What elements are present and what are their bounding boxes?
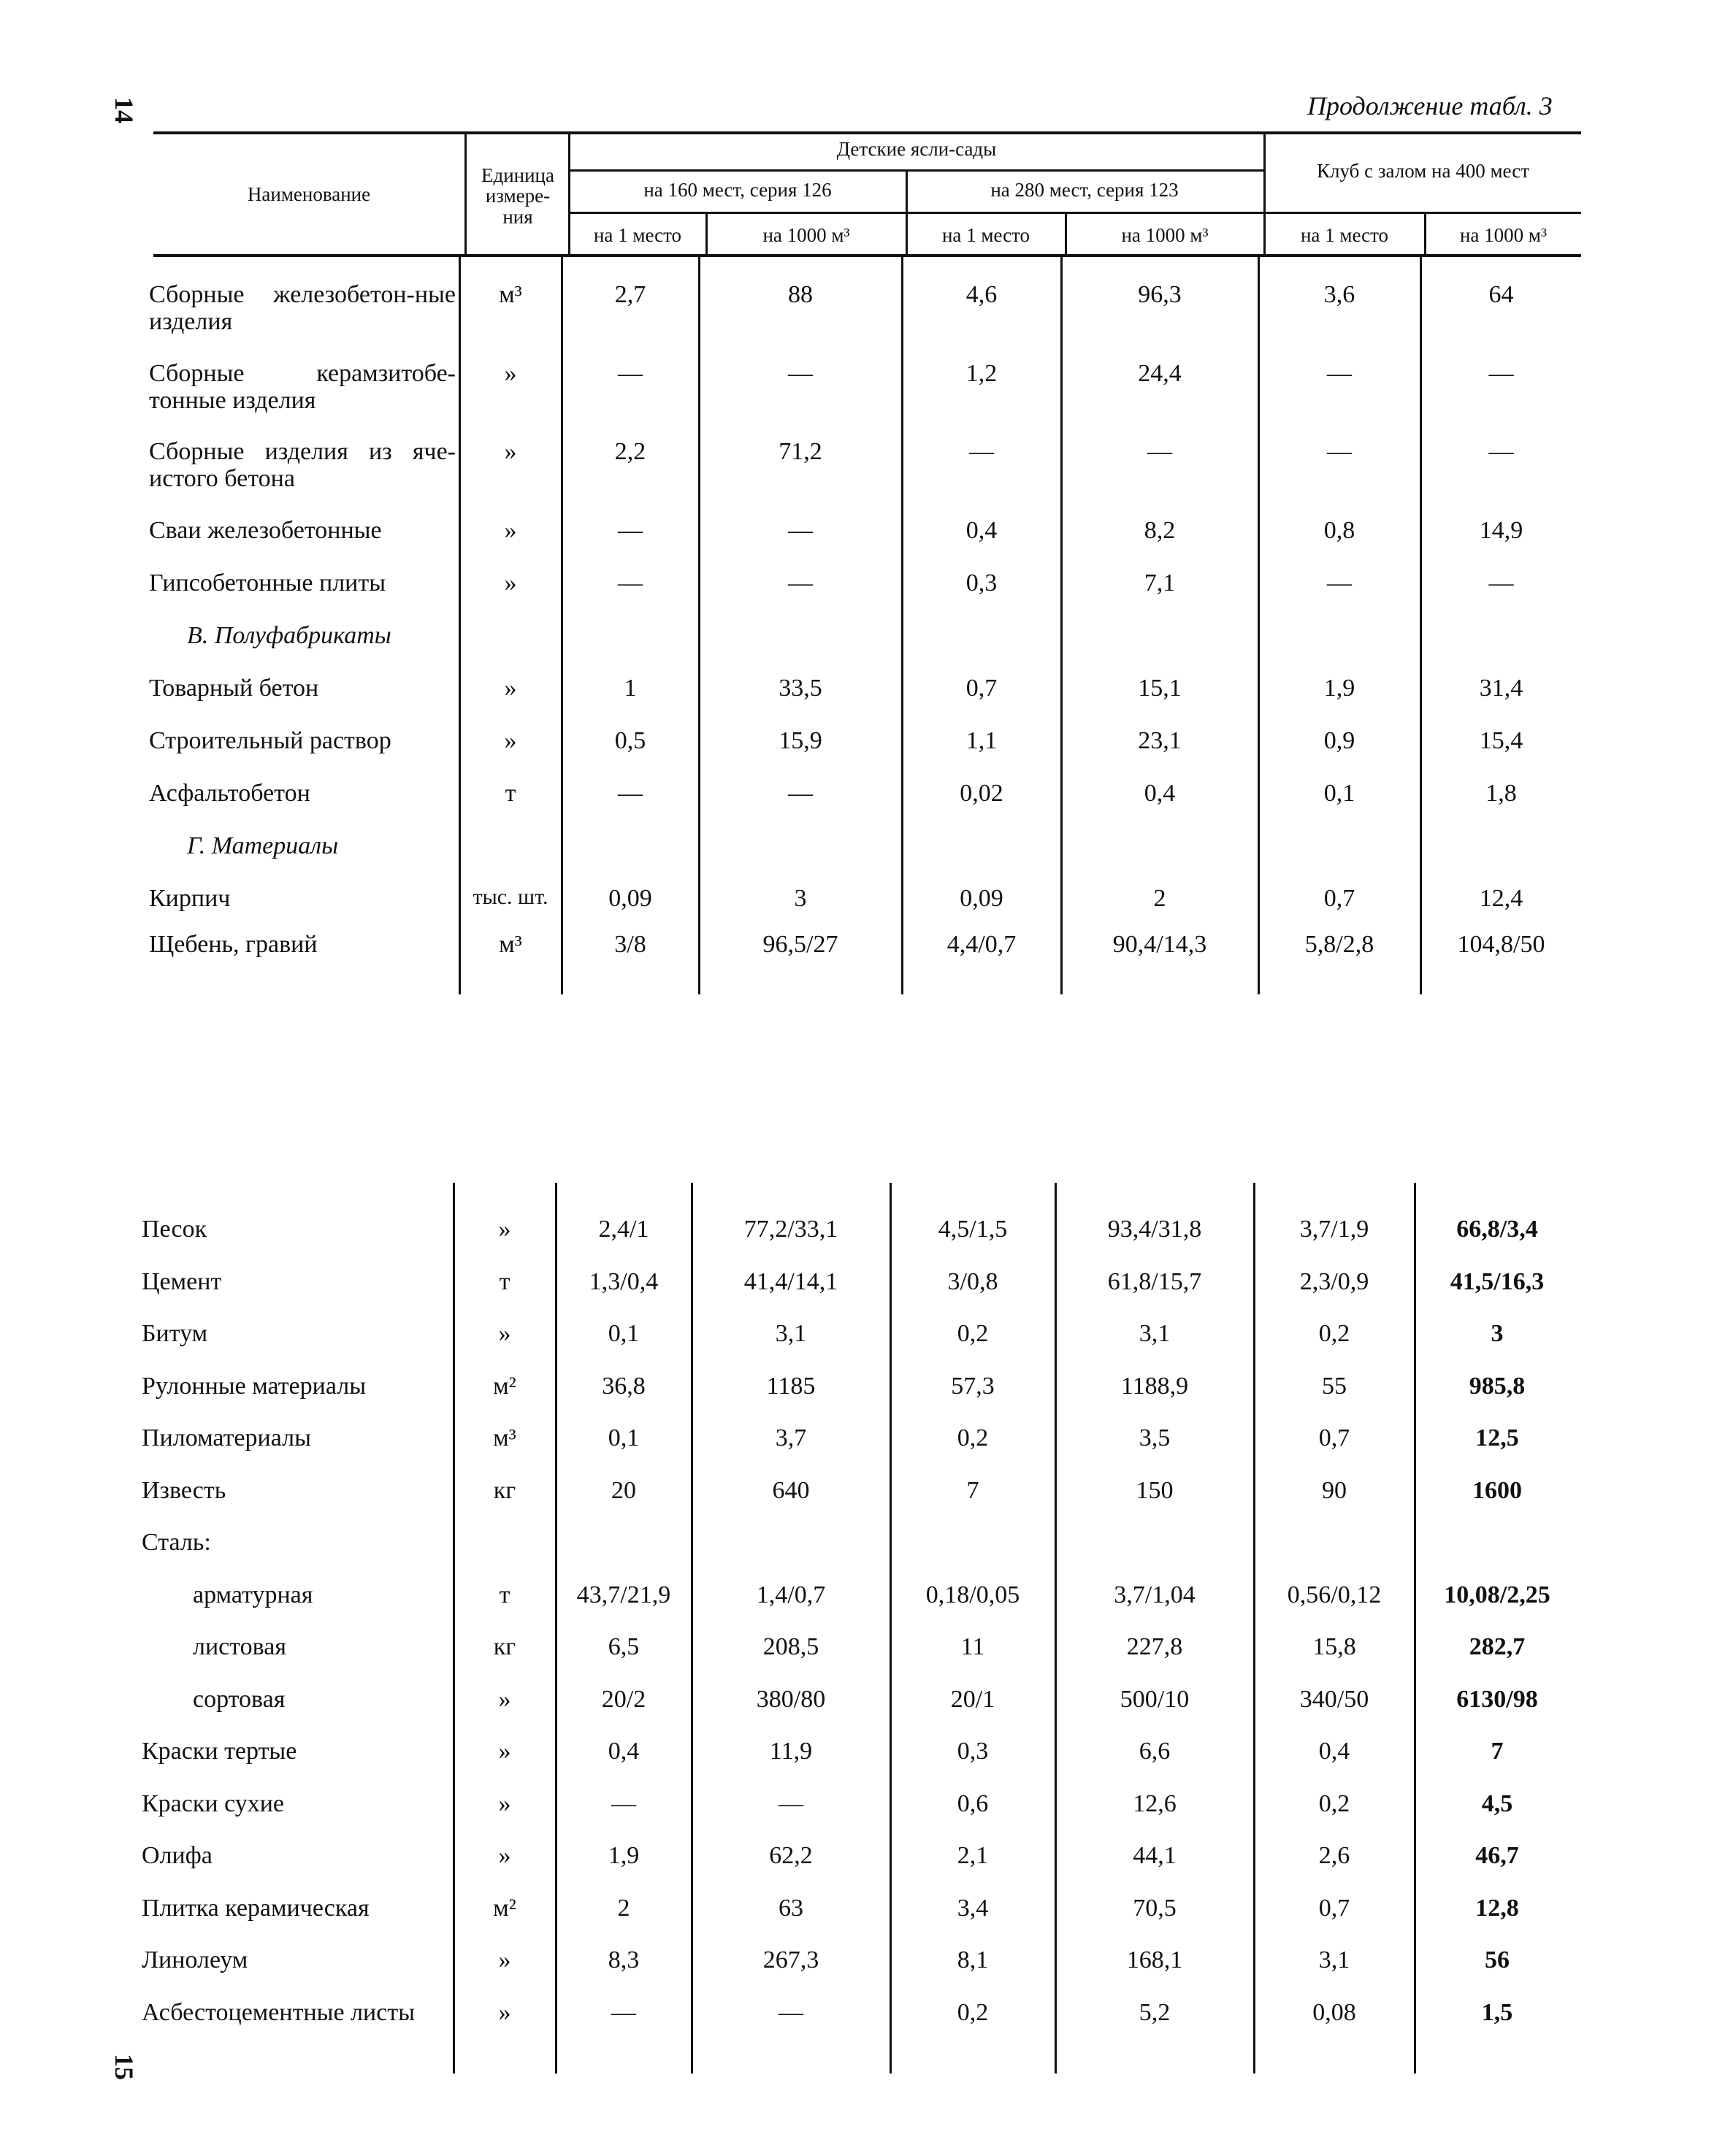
- table-cell: 380/80: [756, 1685, 826, 1713]
- table-cell: 20/2: [601, 1685, 646, 1713]
- table-cell: 96,5/27: [762, 931, 838, 958]
- table-cell: 6,6: [1139, 1738, 1171, 1765]
- table-cell: 5,2: [1139, 1998, 1171, 2026]
- table-cell: —: [1488, 569, 1514, 596]
- row-name: Песок: [142, 1216, 207, 1243]
- row-name: Пиломатериалы: [142, 1424, 311, 1451]
- table-cell: 4,4/0,7: [946, 931, 1017, 958]
- row-name: Сваи железобетонные: [149, 517, 382, 544]
- table-cell: 4,5: [1481, 1789, 1513, 1817]
- table-cell: 11: [960, 1633, 985, 1660]
- table-cell: —: [1327, 569, 1352, 596]
- table-cell: —: [618, 517, 643, 544]
- row-unit: »: [504, 675, 517, 702]
- table-cell: 227,8: [1126, 1633, 1183, 1660]
- row-unit: м²: [493, 1894, 516, 1922]
- header-col3: на 1 место: [941, 224, 1030, 246]
- table-cell: 70,5: [1133, 1894, 1177, 1922]
- table-cell: 985,8: [1469, 1372, 1526, 1400]
- table-cell: 8,3: [608, 1946, 640, 1973]
- table-cell: 6130/98: [1456, 1685, 1538, 1713]
- table-cell: 282,7: [1469, 1633, 1526, 1660]
- row-name: Товарный бетон: [149, 675, 319, 702]
- table-cell: 15,1: [1138, 675, 1182, 702]
- table-cell: 20: [611, 1476, 636, 1504]
- table-cell: 1188,9: [1120, 1372, 1189, 1400]
- row-name: Битум: [142, 1320, 208, 1347]
- row-unit: »: [498, 1842, 511, 1869]
- header-col2: на 1000 м³: [762, 224, 850, 246]
- table-cell: 7,1: [1144, 569, 1176, 596]
- header-sub-160: на 160 мест, серия 126: [643, 179, 832, 201]
- table-cell: 55: [1322, 1372, 1347, 1400]
- table-cell: 3/0,8: [947, 1267, 998, 1295]
- table-cell: 3/8: [614, 931, 646, 958]
- table-cell: —: [618, 780, 643, 807]
- table-cell: 36,8: [602, 1372, 646, 1400]
- table-cell: 90: [1322, 1476, 1347, 1504]
- header-col5: на 1 место: [1300, 224, 1389, 246]
- header-sub-280: на 280 мест, серия 123: [990, 179, 1179, 201]
- bottom-vline-5: [1055, 1183, 1057, 2073]
- table-cell: 0,09: [608, 885, 652, 912]
- row-name: Плитка керамическая: [142, 1894, 370, 1922]
- table-cell: 3,5: [1139, 1424, 1171, 1451]
- table-cell: —: [1327, 438, 1352, 465]
- page-number-bottom: 15: [110, 2054, 139, 2080]
- table-cell: 1185: [766, 1372, 816, 1400]
- table-cell: 57,3: [951, 1372, 995, 1400]
- row-name: Асбестоцементные листы: [142, 1998, 416, 2026]
- table-cell: 0,2: [1318, 1789, 1350, 1817]
- table-cell: 44,1: [1133, 1842, 1177, 1869]
- table-cell: 77,2/33,1: [743, 1216, 838, 1243]
- header-group-club: Клуб с залом на 400 мест: [1317, 160, 1529, 182]
- table-cell: 0,2: [1318, 1320, 1350, 1347]
- table-cell: 93,4/31,8: [1107, 1216, 1202, 1243]
- row-unit: кг: [493, 1476, 516, 1504]
- table-cell: 1,9: [608, 1842, 640, 1869]
- table-cell: 0,5: [614, 727, 646, 754]
- table-cell: 0,1: [608, 1320, 640, 1347]
- table-cell: 90,4/14,3: [1112, 931, 1207, 958]
- table-cell: 8,2: [1144, 517, 1176, 544]
- row-unit: »: [498, 1216, 511, 1243]
- table-cell: 12,6: [1133, 1789, 1177, 1817]
- table-cell: 150: [1136, 1476, 1174, 1504]
- table-cell: 56: [1485, 1946, 1510, 1973]
- table-cell: 0,08: [1312, 1998, 1356, 2026]
- table-cell: 1: [624, 675, 637, 702]
- table-cell: 1,3/0,4: [589, 1267, 659, 1295]
- table-cell: 64: [1488, 281, 1514, 308]
- table-cell: 4,5/1,5: [938, 1216, 1008, 1243]
- row-name: Щебень, гравий: [149, 931, 318, 958]
- row-name: Асфальтобетон: [149, 780, 310, 807]
- table-cell: 0,9: [1323, 727, 1355, 754]
- table-cell: 3,7/1,9: [1299, 1216, 1369, 1243]
- row-unit: т: [505, 780, 516, 807]
- row-name: Сборные керамзитобе-тонные изделия: [149, 360, 456, 415]
- table-cell: 63: [779, 1894, 803, 1922]
- table-cell: 0,8: [1323, 517, 1355, 544]
- header-top-rule: [153, 131, 1581, 134]
- table-cell: —: [1488, 438, 1514, 465]
- table-cell: —: [1488, 360, 1514, 387]
- table-cell: 0,4: [1144, 780, 1176, 807]
- table-cell: 3,4: [957, 1894, 989, 1922]
- header-sub-rule-2: [570, 212, 1581, 214]
- row-unit: »: [498, 1320, 511, 1347]
- table-cell: 0,09: [960, 885, 1003, 912]
- row-unit: т: [499, 1581, 510, 1608]
- table-cell: 3: [1491, 1320, 1504, 1347]
- table-cell: 1,4/0,7: [756, 1581, 826, 1608]
- table-cell: 5,8/2,8: [1304, 931, 1374, 958]
- table-cell: 24,4: [1138, 360, 1182, 387]
- table-cell: 20/1: [950, 1685, 995, 1713]
- table-cell: 640: [772, 1476, 810, 1504]
- bottom-vline-4: [890, 1183, 892, 2073]
- table-cell: —: [779, 1998, 803, 2026]
- table-cell: 31,4: [1479, 675, 1523, 702]
- table-cell: 0,2: [957, 1998, 989, 2026]
- table-cell: 3,7: [775, 1424, 807, 1451]
- table-cell: 1,8: [1485, 780, 1517, 807]
- table-cell: 15,4: [1479, 727, 1523, 754]
- row-name: Краски тертые: [142, 1738, 297, 1765]
- table-cell: —: [779, 1789, 803, 1817]
- row-name: Гипсобетонные плиты: [149, 569, 386, 596]
- table-cell: —: [618, 360, 643, 387]
- row-unit: м³: [499, 931, 522, 958]
- row-unit: »: [498, 1789, 511, 1817]
- header-col4: на 1000 м³: [1121, 224, 1209, 246]
- row-name: Сборные изделия из яче-истого бетона: [149, 438, 456, 493]
- table-cell: 71,2: [779, 438, 822, 465]
- table-cell: 41,5/16,3: [1450, 1267, 1545, 1295]
- row-unit: кг: [493, 1633, 516, 1660]
- table-cell: 2,7: [614, 281, 646, 308]
- page-number-top: 14: [110, 97, 139, 123]
- table-cell: 14,9: [1479, 517, 1523, 544]
- table-cell: —: [788, 517, 813, 544]
- table-cell: 8,1: [957, 1946, 989, 1973]
- table-cell: 1,1: [965, 727, 998, 754]
- table-cell: 15,9: [779, 727, 822, 754]
- table-cell: 43,7/21,9: [576, 1581, 671, 1608]
- table-cell: 3: [794, 885, 807, 912]
- row-unit: »: [498, 1685, 511, 1713]
- bottom-vline-7: [1414, 1183, 1416, 2073]
- table-cell: 7: [1491, 1738, 1504, 1765]
- table-cell: 2,1: [957, 1842, 989, 1869]
- table-cell: 7: [966, 1476, 979, 1504]
- row-unit: »: [504, 360, 517, 387]
- row-name: Сталь:: [142, 1529, 211, 1556]
- table-cell: 1,5: [1481, 1998, 1513, 2026]
- table-cell: 104,8/50: [1457, 931, 1545, 958]
- table-cell: 46,7: [1475, 1842, 1519, 1869]
- table-cell: 500/10: [1120, 1685, 1190, 1713]
- table-cell: 12,5: [1475, 1424, 1519, 1451]
- table-cell: —: [618, 569, 643, 596]
- table-cell: 0,1: [608, 1424, 640, 1451]
- table-cell: —: [969, 438, 994, 465]
- table-cell: 0,2: [957, 1424, 989, 1451]
- table-cell: 0,4: [965, 517, 998, 544]
- table-cell: 3,7/1,04: [1114, 1581, 1196, 1608]
- table-cell: —: [788, 569, 813, 596]
- header-col6: на 1000 м³: [1459, 224, 1548, 246]
- row-unit: »: [498, 1738, 511, 1765]
- table-cell: —: [1327, 360, 1352, 387]
- table-cell: 41,4/14,1: [743, 1267, 838, 1295]
- table-cell: 0,1: [1323, 780, 1355, 807]
- row-unit: м³: [499, 281, 522, 308]
- row-name: листовая: [193, 1633, 286, 1660]
- table-cell: 3,1: [1139, 1320, 1171, 1347]
- table-cell: 2: [1153, 885, 1166, 912]
- row-name: сортовая: [193, 1685, 286, 1713]
- table-cell: 3,1: [1318, 1946, 1350, 1973]
- table-cell: 23,1: [1138, 727, 1182, 754]
- table-cell: 88: [788, 281, 813, 308]
- row-name: Известь: [142, 1476, 226, 1504]
- table-cell: 12,4: [1479, 885, 1523, 912]
- table-cell: —: [1147, 438, 1172, 465]
- table-cell: 2,6: [1318, 1842, 1350, 1869]
- table-cell: 0,7: [1318, 1894, 1350, 1922]
- table-cell: —: [611, 1998, 636, 2026]
- table-cell: 3,6: [1323, 281, 1355, 308]
- table-cell: 2,3/0,9: [1299, 1267, 1369, 1295]
- table-cell: 267,3: [762, 1946, 819, 1973]
- table-cell: 168,1: [1126, 1946, 1183, 1973]
- row-unit: тыс. шт.: [473, 885, 548, 909]
- table-cell: 208,5: [762, 1633, 819, 1660]
- table-cell: 1,9: [1323, 675, 1355, 702]
- header-unit: Единица измере-ния: [481, 164, 554, 228]
- table-cell: 61,8/15,7: [1107, 1267, 1202, 1295]
- row-unit: »: [504, 517, 517, 544]
- table-cell: 0,3: [965, 569, 998, 596]
- table-cell: 0,7: [965, 675, 998, 702]
- section-heading: Г. Материалы: [187, 832, 339, 859]
- row-name: Олифа: [142, 1842, 213, 1869]
- table-cell: 12,8: [1475, 1894, 1519, 1922]
- row-unit: »: [504, 569, 517, 596]
- table-caption: Продолжение табл. 3: [1307, 91, 1553, 120]
- table-cell: 0,4: [608, 1738, 640, 1765]
- row-unit: м²: [493, 1372, 516, 1400]
- bottom-vline-3: [691, 1183, 693, 2073]
- table-cell: 0,7: [1318, 1424, 1350, 1451]
- header-name: Наименование: [247, 183, 371, 205]
- table-cell: 2: [617, 1894, 630, 1922]
- table-cell: 340/50: [1299, 1685, 1369, 1713]
- table-cell: —: [788, 780, 813, 807]
- header-col1: на 1 место: [593, 224, 682, 246]
- table-cell: 0,6: [957, 1789, 989, 1817]
- row-unit: »: [498, 1998, 511, 2026]
- section-heading: В. Полуфабрикаты: [187, 622, 391, 649]
- table-cell: 2,4/1: [598, 1216, 649, 1243]
- row-unit: »: [504, 438, 517, 465]
- row-name: Цемент: [142, 1267, 222, 1295]
- table-cell: 0,2: [957, 1320, 989, 1347]
- table-cell: 10,08/2,25: [1444, 1581, 1550, 1608]
- row-name: Рулонные материалы: [142, 1372, 367, 1400]
- table-cell: —: [611, 1789, 636, 1817]
- header-vline-1: [464, 134, 467, 256]
- table-cell: 96,3: [1138, 281, 1182, 308]
- header-sub-rule-1: [570, 169, 1263, 172]
- table-cell: 33,5: [779, 675, 822, 702]
- row-name: Строительный раствор: [149, 727, 391, 754]
- table-cell: 0,02: [960, 780, 1003, 807]
- bottom-vline-2: [555, 1183, 557, 2073]
- table-cell: 1,2: [965, 360, 998, 387]
- table-cell: 0,56/0,12: [1287, 1581, 1382, 1608]
- table-cell: 0,18/0,05: [925, 1581, 1020, 1608]
- row-name: арматурная: [193, 1581, 313, 1608]
- table-cell: 1600: [1472, 1476, 1522, 1504]
- table-cell: 6,5: [608, 1633, 640, 1660]
- table-cell: 0,3: [957, 1738, 989, 1765]
- table-cell: 15,8: [1312, 1633, 1356, 1660]
- table-cell: 2,2: [614, 438, 646, 465]
- table-cell: —: [788, 360, 813, 387]
- row-name: Сборные железобетон-ные изделия: [149, 281, 456, 336]
- table-cell: 0,4: [1318, 1738, 1350, 1765]
- table-cell: 3,1: [775, 1320, 807, 1347]
- row-unit: т: [499, 1267, 510, 1295]
- row-unit: »: [504, 727, 517, 754]
- row-unit: »: [498, 1946, 511, 1973]
- row-name: Краски сухие: [142, 1789, 285, 1817]
- table-cell: 62,2: [769, 1842, 813, 1869]
- header-group-kindergarten: Детские ясли-сады: [836, 138, 997, 160]
- bottom-vline-6: [1253, 1183, 1255, 2073]
- row-name: Линолеум: [142, 1946, 248, 1973]
- table-cell: 4,6: [965, 281, 998, 308]
- row-name: Кирпич: [149, 885, 231, 912]
- table-cell: 11,9: [769, 1738, 813, 1765]
- table-cell: 0,7: [1323, 885, 1355, 912]
- table-cell: 66,8/3,4: [1456, 1216, 1538, 1243]
- row-unit: м³: [493, 1424, 516, 1451]
- bottom-vline-1: [453, 1183, 455, 2073]
- header-bottom-rule: [153, 254, 1581, 257]
